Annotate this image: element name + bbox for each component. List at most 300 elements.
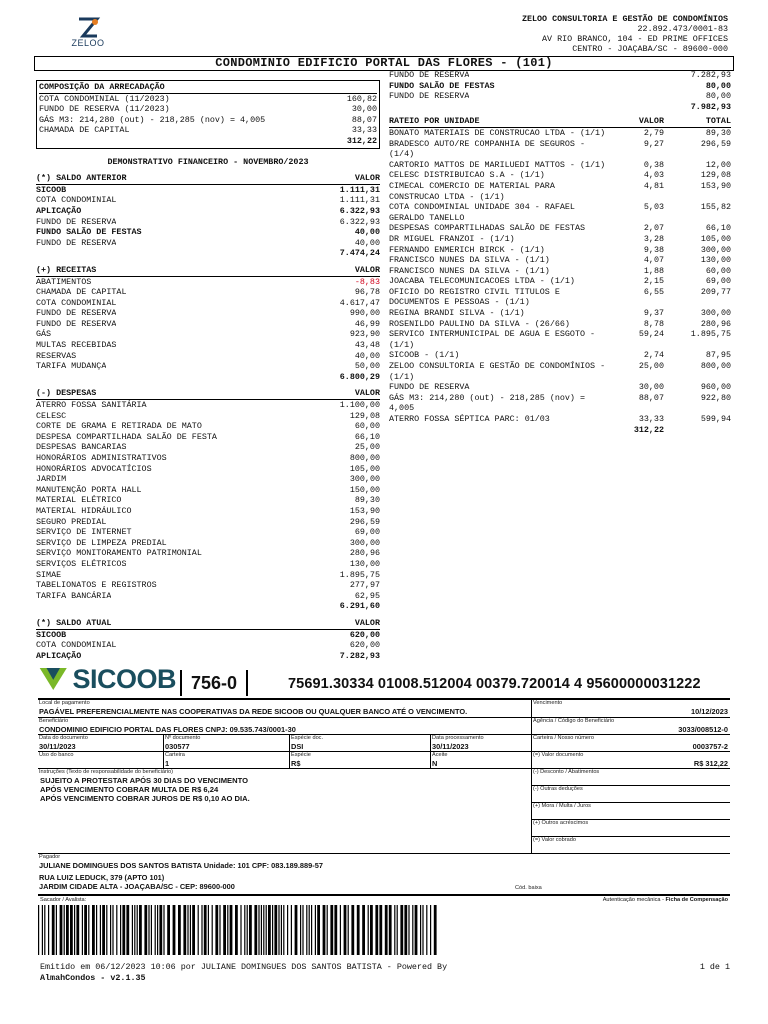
barcode-bar [192, 905, 195, 955]
saldo-atual-item-label: SICOOB [36, 629, 67, 640]
barcode-bar [201, 905, 202, 955]
rateio-item-valor: 8,78 [643, 318, 664, 329]
receita-item-label: ABATIMENTOS [36, 276, 92, 287]
barcode-bar [120, 905, 121, 955]
rateio-item-total: 69,00 [705, 276, 731, 287]
data-documento-value: 30/11/2023 [39, 742, 76, 751]
composicao-item-value: 30,00 [351, 104, 377, 115]
rateio-col-total: TOTAL [705, 116, 731, 127]
rateio-item-valor: 4,07 [643, 255, 664, 266]
company-city: CENTRO - JOAÇABA/SC - 89600-000 [572, 44, 728, 54]
despesa-item [36, 495, 380, 506]
rateio-item-valor: 4,81 [643, 180, 664, 191]
barcode-bar [434, 905, 437, 955]
despesa-item-value: 60,00 [354, 421, 380, 432]
barcode-bar [309, 905, 310, 955]
barcode-bar [362, 905, 365, 955]
rateio-item-total: 280,96 [700, 318, 731, 329]
rateio-item-total: 60,00 [705, 265, 731, 276]
rateio-item [389, 414, 731, 425]
barcode-bar [60, 905, 63, 955]
barcode-bar [76, 905, 79, 955]
rateio-item-label: JOACABA TELECOMUNICACOES LTDA - (1/1) [389, 276, 575, 287]
receita-item-value: 43,48 [354, 340, 380, 351]
despesa-item-label: HONORÁRIOS ADVOCATÍCIOS [36, 463, 152, 474]
barcode-bar [187, 905, 188, 955]
saldo-anterior-list [36, 185, 380, 249]
outras-deducoes-cell [532, 786, 730, 803]
slip-grid [38, 698, 730, 903]
despesa-item-value: 105,00 [349, 463, 380, 474]
receita-item-label: COTA CONDOMINIAL [36, 297, 117, 308]
barcode-bar [422, 905, 423, 955]
rateio-item-label: ROSENILDO PAULINO DA SILVA - (26/66) [389, 318, 570, 329]
valor-cobrado-cell [532, 837, 730, 854]
saldo-atual-item [36, 630, 380, 641]
barcode-bar [317, 905, 320, 955]
rateio-item-total: 130,00 [700, 255, 731, 266]
saldo-atual-header [36, 618, 380, 630]
despesa-item [36, 527, 380, 538]
pagador-address-line2: JARDIM CIDADE ALTA - JOAÇABA/SC - CEP: 89600-000 [39, 882, 235, 891]
composicao-item [39, 104, 377, 115]
barcode-bar [139, 905, 142, 955]
despesa-item-value: 296,59 [349, 516, 380, 527]
company-info [522, 14, 728, 54]
saldo-atual-item-value: 7.282,93 [339, 650, 380, 661]
rateio-item-total: 800,00 [700, 361, 731, 372]
instrucao-line: APÓS VENCIMENTO COBRAR JUROS DE R$ 0,10 AO DIA. [40, 794, 250, 804]
saldo-atual-item-value: 80,00 [705, 91, 731, 102]
barcode-bar [283, 905, 284, 955]
instrucoes-caption: Instruções (Texto de responsabilidade do beneficiário) [39, 769, 174, 775]
barcode-bar [74, 905, 75, 955]
rateio-item [389, 361, 731, 382]
demonstrativo-title: DEMONSTRATIVO FINANCEIRO - NOVEMBRO/2023 [107, 156, 309, 167]
receitas-total: 6.800,29 [339, 371, 380, 382]
despesa-item-value: 129,08 [349, 410, 380, 421]
data-processamento-caption: Data processamento [432, 735, 484, 741]
composicao-item-label: FUNDO DE RESERVA (11/2023) [39, 104, 170, 115]
receitas-col: VALOR [354, 264, 380, 275]
receita-item [36, 287, 380, 298]
barcode-bar [44, 905, 45, 955]
company-cnpj: 22.892.473/0001-83 [637, 24, 728, 34]
despesa-item [36, 559, 380, 570]
rateio-item-total: 153,90 [700, 180, 731, 191]
composicao-total: 312,22 [346, 135, 377, 146]
receita-item-label: FUNDO DE RESERVA [36, 318, 117, 329]
rateio-item-valor: 88,07 [638, 392, 664, 403]
barcode-bar [112, 905, 113, 955]
rateio-item-label: DR MIGUEL FRANZOI - (1/1) [389, 233, 515, 244]
agencia-value: 3033/008512-0 [678, 725, 728, 734]
saldo-atual-continued-list [389, 70, 731, 102]
barcode-bar [96, 905, 97, 955]
outras-deducoes-caption: (-) Outras deduções [533, 786, 583, 792]
composicao-item [39, 94, 377, 105]
saldo-atual-item [36, 640, 380, 651]
despesa-item-label: SERVIÇO DE INTERNET [36, 527, 132, 538]
despesas-total: 6.291,60 [339, 601, 380, 612]
despesa-item-label: MANUTENÇÃO PORTA HALL [36, 484, 142, 495]
rateio-item-label: SERVICO INTERMUNICIPAL DE AGUA E ESGOTO - (1/1) [389, 329, 596, 350]
receita-item-value: 50,00 [354, 361, 380, 372]
rateio-item [389, 382, 731, 393]
rateio-item-label: REGINA BRANDI SILVA - (1/1) [389, 308, 525, 319]
receita-item-value: 4.617,47 [339, 297, 380, 308]
despesa-item-value: 66,10 [354, 431, 380, 442]
mora-cell [532, 803, 730, 820]
barcode-bar [330, 905, 333, 955]
rateio-item-total: 960,00 [700, 382, 731, 393]
mora-caption: (+) Mora / Multa / Juros [533, 803, 591, 809]
despesa-item [36, 538, 380, 549]
document-title: CONDOMINIO EDIFICIO PORTAL DAS FLORES - (101) [34, 56, 734, 71]
barcode-bar [247, 905, 248, 955]
rateio-item-label: ATERRO FOSSA SÉPTICA PARC: 01/03 [389, 414, 550, 424]
local-pagamento-value: PAGÁVEL PREFERENCIALMENTE NAS COOPERATIVAS DA REDE SICOOB OU QUALQUER BANCO ATÉ O VENCIMENTO. [39, 707, 468, 716]
barcode-bar [430, 905, 431, 955]
barcode-bar [137, 905, 138, 955]
pagador-caption: Pagador [39, 854, 61, 860]
despesa-item-value: 300,00 [349, 537, 380, 548]
rateio-item-label: CELESC DISTRIBUICAO S.A - (1/1) [389, 170, 545, 181]
despesa-item-value: 130,00 [349, 558, 380, 569]
despesa-item-label: SERVIÇOS ELÉTRICOS [36, 558, 127, 569]
saldo-atual-item-value: 620,00 [349, 640, 380, 651]
despesa-item-value: 277,97 [349, 580, 380, 591]
saldo-anterior-item-label: SICOOB [36, 184, 67, 195]
despesa-item-label: ATERRO FOSSA SANITÁRIA [36, 400, 147, 411]
rateio-item [389, 170, 731, 181]
instrucao-line: SUJEITO A PROTESTAR APÓS 30 DIAS DO VENCIMENTO [40, 776, 249, 785]
despesa-item [36, 400, 380, 411]
beneficiario-cell [38, 718, 532, 735]
barcode-bar [126, 905, 129, 955]
composicao-item-label: GÁS M3: 214,280 (out) - 218,285 (nov) = 4,005 [39, 114, 266, 125]
receita-item-label: MULTAS RECEBIDAS [36, 340, 117, 351]
barcode-bar [295, 905, 298, 955]
rateio-item-total: 87,95 [705, 350, 731, 361]
saldo-anterior-head: (*) SALDO ANTERIOR [36, 173, 127, 184]
barcode-bar [92, 905, 95, 955]
despesa-item [36, 442, 380, 453]
saldo-anterior-item [36, 185, 380, 196]
rateio-item [389, 308, 731, 319]
numero-documento-caption: Nº documento [165, 735, 201, 741]
barcode-bar [48, 905, 49, 955]
digitable-line[interactable]: 75691.30334 01008.512004 00379.720014 4 95600000031222 [288, 676, 701, 692]
barcode-bar [268, 905, 271, 955]
rateio-item-total: 209,77 [700, 286, 731, 297]
despesa-item-label: SIMAE [36, 569, 62, 580]
sicoob-logo-text: SICOOB [72, 663, 176, 694]
rateio-item-valor: 25,00 [638, 361, 664, 372]
barcode-bar [110, 905, 111, 955]
saldo-atual-total: 7.982,93 [690, 101, 731, 112]
despesa-item [36, 580, 380, 591]
rateio-item [389, 329, 731, 350]
receita-item [36, 340, 380, 351]
barcode-bar [272, 905, 273, 955]
company-address: AV RIO BRANCO, 104 - ED PRIME OFFICES [542, 34, 728, 44]
despesa-item-label: SEGURO PREDIAL [36, 516, 107, 527]
saldo-anterior-item-value: 40,00 [354, 227, 380, 238]
saldo-atual-item [389, 70, 731, 81]
barcode-bar [266, 905, 267, 955]
barcode-bar [132, 905, 133, 955]
instrucoes-lines [38, 776, 531, 804]
saldo-anterior-item-label: COTA CONDOMINIAL [36, 195, 117, 206]
receitas-list [36, 277, 380, 372]
beneficiario-caption: Beneficiário [39, 718, 69, 724]
aceite-value: N [432, 759, 438, 768]
agencia-cell [532, 718, 730, 735]
receita-item [36, 319, 380, 330]
despesa-item [36, 591, 380, 602]
barcode-bar [38, 905, 39, 955]
beneficiario-value: CONDOMINIO EDIFICIO PORTAL DAS FLORES CNPJ: 09.535.743/0001-30 [39, 725, 296, 734]
valor-documento-cell [532, 752, 730, 769]
barcode-bar [389, 905, 392, 955]
despesas-col: VALOR [354, 388, 380, 399]
rateio-item-valor: 2,15 [643, 276, 664, 287]
barcode-bar [348, 905, 349, 955]
barcode-bar [148, 905, 149, 955]
barcode-bar [198, 905, 199, 955]
barcode-bar [173, 905, 176, 955]
zeloo-logo [58, 16, 118, 52]
uso-banco-caption: Uso do banco [39, 752, 74, 758]
rateio-item-total: 922,80 [700, 392, 731, 403]
saldo-anterior-item-label: FUNDO DE RESERVA [36, 216, 117, 227]
barcode-bar [249, 905, 252, 955]
despesa-item-label: JARDIM [36, 474, 67, 485]
rateio-item-label: COTA CONDOMINIAL UNIDADE 304 - RAFAEL GERALDO TANELLO [389, 202, 575, 223]
barcode-bar [52, 905, 55, 955]
receita-item [36, 308, 380, 319]
valor-cobrado-caption: (=) Valor cobrado [533, 837, 576, 843]
pagador-cell [38, 854, 730, 896]
despesa-item [36, 453, 380, 464]
barcode-bar [122, 905, 125, 955]
barcode-bar [351, 905, 354, 955]
barcode-bar [244, 905, 245, 955]
saldo-atual-item-label: COTA CONDOMINIAL [36, 640, 117, 651]
barcode-bar [357, 905, 360, 955]
barcode-bar [306, 905, 307, 955]
barcode-bar [167, 905, 170, 955]
rateio-item-label: FRANCISCO NUNES DA SILVA - (1/1) [389, 265, 550, 276]
sacador-caption: Sacador / Avalista: [40, 897, 87, 903]
saldo-atual-head: (*) SALDO ATUAL [36, 617, 112, 628]
despesa-item-value: 25,00 [354, 442, 380, 453]
saldo-atual-list [36, 630, 380, 662]
barcode-bar [261, 905, 262, 955]
rateio-item [389, 393, 731, 414]
rateio-item [389, 255, 731, 266]
barcode-bar [394, 905, 395, 955]
despesa-item-value: 89,30 [354, 495, 380, 506]
barcode-bar [291, 905, 292, 955]
saldo-atual-item-label: FUNDO DE RESERVA [389, 70, 470, 80]
barcode-bar [344, 905, 347, 955]
right-column [389, 70, 731, 435]
barcode-bar [102, 905, 105, 955]
barcode-bar [281, 905, 282, 955]
vencimento-caption: Vencimento [533, 700, 563, 706]
rateio-item-valor: 6,55 [643, 286, 664, 297]
saldo-anterior-col: VALOR [354, 173, 380, 184]
receita-item [36, 277, 380, 288]
despesa-item-value: 1.895,75 [339, 569, 380, 580]
barcode-bar [334, 905, 337, 955]
despesa-item [36, 474, 380, 485]
composicao-list [39, 94, 377, 136]
barcode-bar [163, 905, 164, 955]
rateio-item-valor: 2,79 [643, 127, 664, 138]
barcode-bar [82, 905, 83, 955]
receita-item-value: 46,99 [354, 318, 380, 329]
numero-documento-value: 030577 [165, 742, 190, 751]
composicao-title: COMPOSIÇÃO DA ARRECADAÇÃO [39, 82, 377, 94]
receita-item-label: CHAMADA DE CAPITAL [36, 287, 127, 298]
barcode-bar [340, 905, 341, 955]
rateio-item-label: CARTORIO MATTOS DE MARILUEDI MATTOS - (1/1) [389, 159, 606, 170]
saldo-atual-item-value: 80,00 [705, 80, 731, 91]
receita-item-value: -8,83 [354, 276, 380, 287]
barcode-bar [70, 905, 73, 955]
pagador-address-line1: RUA LUIZ LEDUCK, 379 (APTO 101) [39, 873, 165, 882]
vencimento-cell [532, 700, 730, 718]
composicao-item-value: 33,33 [351, 125, 377, 136]
rateio-item [389, 245, 731, 256]
rateio-item-valor: 4,03 [643, 170, 664, 181]
rateio-item-label: DESPESAS COMPARTILHADAS SALÃO DE FESTAS [389, 223, 586, 234]
barcode-bar [235, 905, 238, 955]
receita-item-label: TARIFA MUDANÇA [36, 361, 107, 372]
barcode-bar [212, 905, 213, 955]
rateio-item [389, 350, 731, 361]
rateio-item [389, 234, 731, 245]
saldo-atual-item-label: APLICAÇÃO [36, 650, 82, 661]
rateio-item-total: 12,00 [705, 159, 731, 170]
sicoob-logo [38, 662, 176, 696]
especie-caption: Espécie [291, 752, 311, 758]
autenticacao-label [603, 897, 728, 903]
instrucao-line: APÓS VENCIMENTO COBRAR MULTA DE R$ 6,24 [40, 785, 219, 795]
despesa-item [36, 570, 380, 581]
rateio-item-total: 66,10 [705, 223, 731, 234]
aceite-cell [431, 752, 532, 769]
barcode-bar [397, 905, 398, 955]
rateio-item-total: 296,59 [700, 138, 731, 149]
barcode-bar [412, 905, 413, 955]
barcode-bar [368, 905, 369, 955]
composicao-item-value: 88,07 [351, 114, 377, 125]
barcode-bar [415, 905, 418, 955]
barcode-bar [379, 905, 382, 955]
saldo-anterior-item-value: 6.322,93 [339, 216, 380, 227]
barcode-bar [408, 905, 409, 955]
barcode-bar [400, 905, 403, 955]
aceite-caption: Aceite [432, 752, 448, 758]
ficha-caption: Ficha de Compensação [665, 897, 728, 903]
nosso-numero-value: 0003757-2 [692, 742, 728, 751]
rateio-item-valor: 1,88 [643, 265, 664, 276]
rateio-item-label: BRADESCO AUTO/RE COMPANHIA DE SEGUROS - (1/4) [389, 138, 586, 160]
rateio-item-label: FRANCISCO NUNES DA SILVA - (1/1) [389, 255, 550, 266]
barcode-bar [144, 905, 147, 955]
rateio-item-valor: 2,07 [643, 223, 664, 234]
desconto-caption: (-) Desconto / Abatimentos [533, 769, 600, 775]
rateio-item-label: SICOOB - (1/1) [389, 350, 460, 361]
despesa-item-value: 69,00 [354, 527, 380, 538]
rateio-item-label: ZELOO CONSULTORIA E GESTÃO DE CONDOMÍNIOS - (1/1) [389, 361, 606, 382]
saldo-anterior-item-value: 6.322,93 [339, 205, 380, 216]
product-version: AlmahCondos - v2.1.35 [40, 972, 146, 983]
receita-item [36, 329, 380, 340]
receita-item [36, 361, 380, 372]
barcode-bar [263, 905, 264, 955]
vencimento-value: 10/12/2023 [691, 707, 728, 716]
rateio-item [389, 128, 731, 139]
data-processamento-value: 30/11/2023 [432, 742, 469, 751]
despesas-header [36, 388, 380, 400]
company-name: ZELOO CONSULTORIA E GESTÃO DE CONDOMÍNIOS [521, 14, 728, 24]
saldo-anterior-item-label: APLICAÇÃO [36, 205, 82, 216]
barcode-bar [64, 905, 65, 955]
saldo-anterior-item [36, 206, 380, 217]
nosso-numero-cell [532, 735, 730, 752]
saldo-atual-item-label: FUNDO DE RESERVA [389, 91, 470, 102]
barcode-bar [278, 905, 279, 955]
despesa-item-label: MATERIAL HIDRÁULICO [36, 505, 132, 516]
barcode-bar [157, 905, 158, 955]
valor-documento-value: R$ 312,22 [693, 759, 728, 768]
rateio-item [389, 223, 731, 234]
saldo-atual-col: VALOR [354, 617, 380, 628]
saldo-anterior-item [36, 238, 380, 249]
outros-acrescimos-cell [532, 820, 730, 837]
barcode-bar [56, 905, 57, 955]
especie-cell [290, 752, 431, 769]
receita-item-value: 96,78 [354, 287, 380, 298]
data-processamento-cell [431, 735, 532, 752]
despesa-item-value: 800,00 [349, 453, 380, 463]
rateio-item-valor: 5,03 [643, 202, 664, 213]
receita-item-value: 40,00 [354, 350, 380, 361]
receita-item-value: 990,00 [349, 308, 380, 319]
barcode-bar [370, 905, 373, 955]
barcode-bar [84, 905, 87, 955]
rateio-head: RATEIO POR UNIDADE [389, 116, 480, 127]
despesa-item [36, 517, 380, 528]
barcode-bar [151, 905, 152, 955]
barcode-bar [227, 905, 228, 955]
rateio-item [389, 202, 731, 223]
barcode-bar [254, 905, 257, 955]
despesas-list [36, 400, 380, 601]
rateio-item-valor: 9,38 [643, 244, 664, 255]
rateio-item-total: 1.895,75 [690, 329, 731, 340]
rateio-item [389, 319, 731, 330]
barcode-bar [311, 905, 312, 955]
despesas-head: (-) DESPESAS [36, 388, 97, 399]
especie-doc-value: DSI [291, 742, 304, 751]
page-footer [40, 962, 730, 983]
